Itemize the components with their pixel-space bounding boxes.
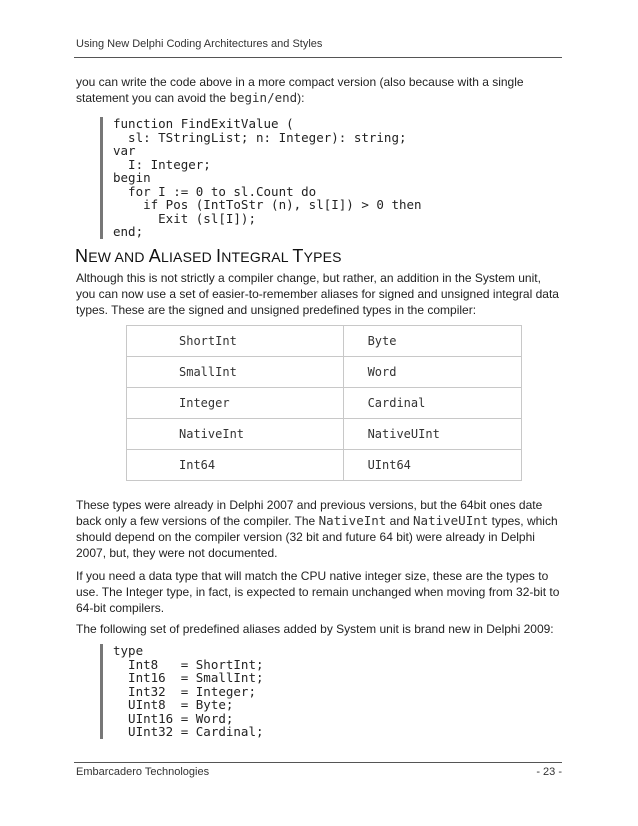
code-line: UInt8 = Byte; bbox=[113, 697, 234, 712]
code-line: UInt32 = Cardinal; bbox=[113, 724, 264, 739]
inline-code-nativeint: NativeInt bbox=[318, 513, 387, 528]
code-line: if Pos (IntToStr (n), sl[I]) > 0 then bbox=[113, 197, 422, 212]
code-block-find-exit-value bbox=[100, 117, 422, 239]
footer-divider bbox=[74, 762, 562, 763]
integer-types-table bbox=[126, 325, 522, 481]
signed-type-cell: SmallInt bbox=[127, 357, 344, 388]
code-line: Exit (sl[I]); bbox=[113, 210, 256, 226]
table-row bbox=[127, 357, 522, 388]
table-row bbox=[127, 450, 522, 481]
paragraph-native-types: These types were already in Delphi 2007 and previous versions, but the 64bit ones date back only a few versions of the compiler. The NativeInt and NativeUInt types, which should depend on the compiler version (32 bit and future 64 bit) were already in Delphi 2007, but, they were not documented. bbox=[76, 498, 558, 560]
unsigned-type-cell: NativeUInt bbox=[343, 419, 521, 450]
code-line: begin bbox=[113, 170, 151, 185]
code-line: Int16 = SmallInt; bbox=[113, 670, 264, 685]
table-row bbox=[127, 326, 522, 357]
signed-type-cell: ShortInt bbox=[127, 326, 344, 357]
table-row bbox=[127, 388, 522, 419]
signed-type-cell: NativeInt bbox=[127, 419, 344, 450]
intro-text-after: ): bbox=[297, 91, 305, 105]
code-line: sl: TStringList; n: Integer): string; bbox=[113, 129, 407, 145]
code-line: end; bbox=[113, 224, 144, 239]
signed-type-cell: Integer bbox=[127, 388, 344, 419]
section-heading: NEW AND ALIASED INTEGRAL TYPES bbox=[75, 246, 342, 266]
code-line: UInt16 = Word; bbox=[113, 710, 234, 726]
signed-type-cell: Int64 bbox=[127, 450, 344, 481]
intro-text-before: you can write the code above in a more compact version (also because with a single statement you can avoid the bbox=[76, 75, 524, 105]
paragraph-new-aliases: The following set of predefined aliases added by System unit is brand new in Delphi 2009: bbox=[76, 622, 554, 636]
code-line: I: Integer; bbox=[113, 156, 211, 172]
running-header: Using New Delphi Coding Architectures and Styles bbox=[76, 38, 323, 50]
page-number: - 23 - bbox=[536, 766, 562, 778]
unsigned-type-cell: Byte bbox=[343, 326, 521, 357]
footer-publisher: Embarcadero Technologies bbox=[76, 766, 210, 778]
paragraph-cpu-native: If you need a data type that will match the CPU native integer size, these are the types to use. The Integer type, in fact, is expected to remain unchanged when moving from 32-bit to 64-bit compilers. bbox=[76, 569, 560, 615]
unsigned-type-cell: Cardinal bbox=[343, 388, 521, 419]
code-line: Int8 = ShortInt; bbox=[113, 656, 264, 672]
unsigned-type-cell: Word bbox=[343, 357, 521, 388]
code-line: var bbox=[113, 143, 136, 158]
unsigned-type-cell: UInt64 bbox=[343, 450, 521, 481]
paragraph-aliases-intro: Although this is not strictly a compiler change, but rather, an addition in the System unit, you can now use a set of easier-to-remember aliases for signed and unsigned integral data types. These are the signed and unsigned predefined types in the compiler: bbox=[76, 271, 559, 317]
header-divider bbox=[74, 57, 562, 58]
inline-code-nativeuint: NativeUInt bbox=[413, 513, 489, 528]
intro-paragraph bbox=[76, 74, 560, 106]
code-line: Int32 = Integer; bbox=[113, 683, 256, 699]
code-line: function FindExitValue ( bbox=[113, 116, 294, 131]
code-block-type-aliases bbox=[100, 644, 264, 739]
table-row bbox=[127, 419, 522, 450]
code-line: for I := 0 to sl.Count do bbox=[113, 183, 317, 199]
code-line: type bbox=[113, 643, 144, 658]
intro-inline-code: begin/end bbox=[229, 90, 298, 105]
